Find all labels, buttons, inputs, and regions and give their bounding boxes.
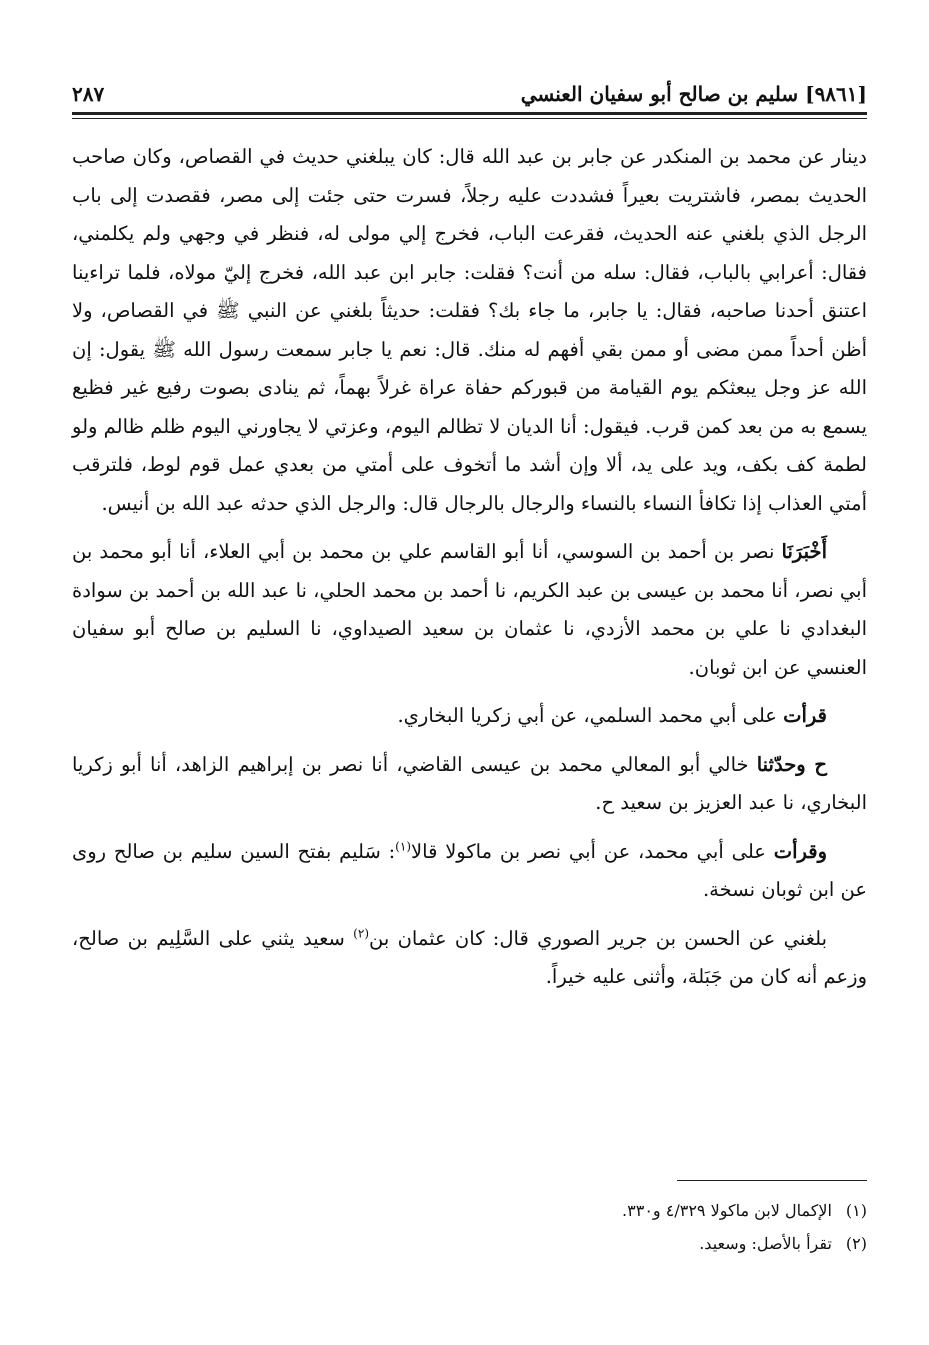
- paragraph-1: [72, 138, 867, 523]
- paragraph-lead: ح وحدّثنا: [756, 752, 828, 776]
- paragraph-text-cont: : سَليم بفتح السين سليم بن صالح روى عن ابن ثوبان نسخة.: [72, 839, 867, 901]
- paragraph-text: نصر بن أحمد بن السوسي، أنا أبو القاسم علي بن محمد بن أبي العلاء، أنا أبو محمد بن أبي نصر، أنا محمد بن عيسى بن عبد الكريم، نا أحمد بن محمد الحلي، نا عبد الله بن أحمد بن سوادة البغدادي نا علي بن محمد الأزدي، نا عثمان بن سعيد الصيداوي، نا السليم بن صالح أبو سفيان العنسي عن ابن ثوبان.: [72, 540, 867, 679]
- paragraph-4: [72, 746, 867, 823]
- footnote-rule: [677, 1180, 867, 1181]
- footnote-text: تقرأ بالأصل: وسعيد.: [699, 1234, 832, 1253]
- footnote-1: [72, 1194, 867, 1227]
- footnotes: [72, 1194, 867, 1260]
- paragraph-6: [72, 920, 867, 997]
- paragraph-lead: وقرأت: [773, 839, 827, 863]
- paragraph-text: على أبي محمد السلمي، عن أبي زكريا البخاري.: [397, 704, 784, 727]
- paragraph-text-cont: سعيد يثني على السَّلِيم بن صالح، وزعم أنه كان من جَبَلة، وأثنى عليه خيراً.: [72, 926, 867, 988]
- paragraph-3: [72, 697, 867, 736]
- paragraph-text: على أبي محمد، عن أبي نصر بن ماكولا قالا: [411, 839, 774, 863]
- footnote-marker: (١): [395, 839, 411, 853]
- footnote-number: (١): [845, 1201, 867, 1220]
- page-number: ٢٨٧: [72, 82, 105, 106]
- footnote-number: (٢): [845, 1234, 867, 1253]
- footnote-2: [72, 1227, 867, 1260]
- header-rule: [72, 112, 867, 119]
- paragraph-text: بلغني عن الحسن بن جرير الصوري قال: كان عثمان بن: [369, 926, 828, 950]
- running-head: [٩٨٦١] سليم بن صالح أبو سفيان العنسي: [520, 82, 867, 106]
- paragraph-2: [72, 533, 867, 687]
- page-header: [72, 66, 867, 106]
- paragraph-lead: قرأت: [783, 704, 827, 727]
- paragraph-lead: أَخْبَرَنَا: [781, 540, 827, 563]
- paragraph-5: [72, 833, 867, 910]
- body-text: [72, 138, 867, 997]
- paragraph-text: دينار عن محمد بن المنكدر عن جابر بن عبد الله قال: كان يبلغني حديث في القصاص، وكان صاحب الحديث بمصر، فاشتريت بعيراً فشددت عليه رجلاً، فسرت حتى جئت إلى مصر، فقصدت إلى باب الرجل الذي بلغني عنه الحديث، فقرعت الباب، فخرج إلي مولى له، فنظر في وجهي ولم يكلمني، فقال: أعرابي بالباب، فقال: سله من أنت؟ فقلت: جابر ابن عبد الله، فخرج إليّ مولاه، فلما تراءينا اعتنق أحدنا صاحبه، فقال: يا جابر، ما جاء بك؟ فقلت: حديثاً بلغني عن النبي ﷺ في القصاص، ولا أظن أحداً ممن مضى أو ممن بقي أفهم له منك. قال: نعم يا جابر سمعت رسول الله ﷺ يقول: إن الله عز وجل يبعثكم يوم القيامة من قبوركم حفاة عراة غرلاً بهماً، ثم ينادى بصوت رفيع غير فظيع يسمع به من بعد كمن قرب. فيقول: أنا الديان لا تظالم اليوم، وعزتي لا يجاورني اليوم ظلم ظالم ولو لطمة كف بكف، ويد على يد، ألا وإن أشد ما أتخوف على أمتي من بعدي عمل قوم لوط، فلترقب أمتي العذاب إذا تكافأ النساء بالنساء والرجال بالرجال قال: والرجل الذي حدثه عبد الله بن أنيس.: [72, 145, 867, 515]
- paragraph-text: خالي أبو المعالي محمد بن عيسى القاضي، أنا نصر بن إبراهيم الزاهد، أنا أبو زكريا البخاري، نا عبد العزيز بن سعيد ح.: [72, 752, 867, 814]
- footnote-marker: (٢): [353, 926, 369, 940]
- footnote-text: الإكمال لابن ماكولا ٤/٣٢٩ و٣٣٠.: [622, 1201, 832, 1220]
